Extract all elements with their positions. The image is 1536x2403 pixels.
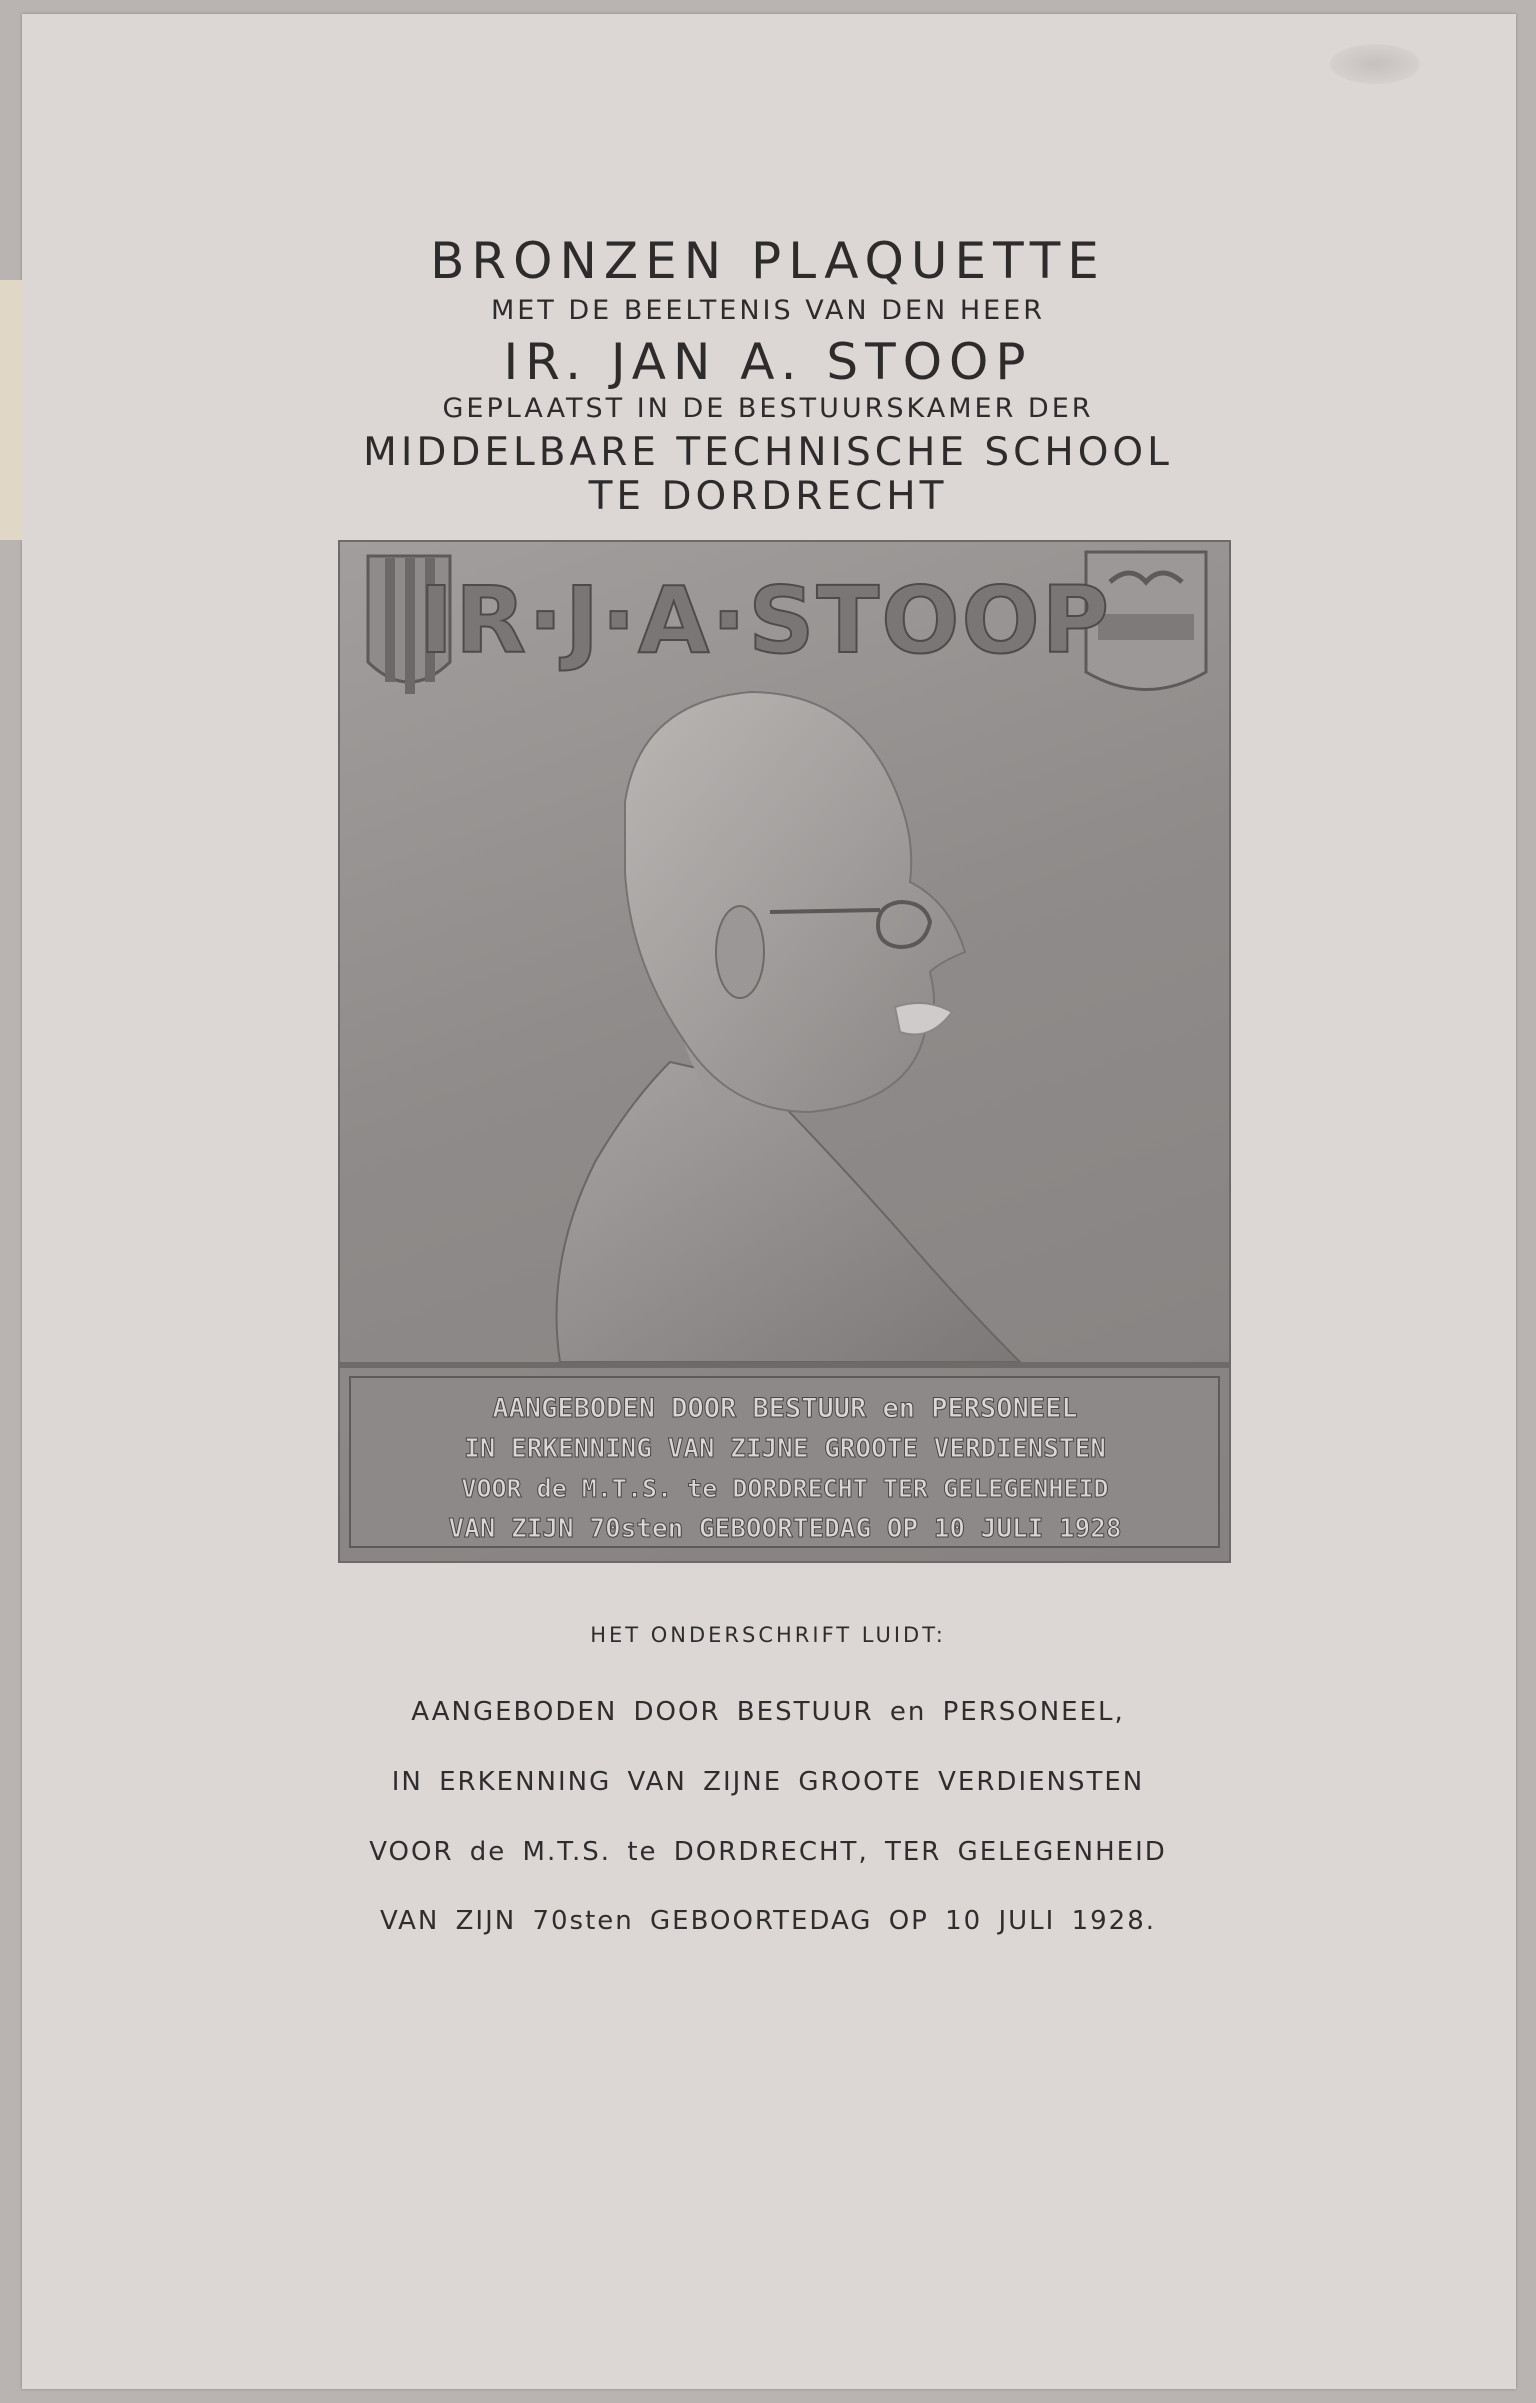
title-bronzen-plaquette: BRONZEN PLAQUETTE: [430, 232, 1106, 290]
title-name: IR. JAN A. STOOP: [503, 333, 1033, 391]
caption-line-2: IN ERKENNING VAN ZIJNE GROOTE VERDIENSTEN: [391, 1767, 1145, 1797]
plaque-inscription-line-3: VOOR de M.T.S. te DORDRECHT TER GELEGENHEID: [461, 1474, 1109, 1503]
plaque-inscription-line-1: AANGEBODEN DOOR BESTUUR en PERSONEEL: [492, 1393, 1078, 1424]
caption-line-1: AANGEBODEN DOOR BESTUUR en PERSONEEL,: [411, 1697, 1125, 1727]
paper-stain: [1330, 44, 1420, 84]
caption-line-4: VAN ZIJN 70sten GEBOORTEDAG OP 10 JULI 1928.: [379, 1906, 1157, 1936]
caption-line-3: VOOR de M.T.S. te DORDRECHT, TER GELEGENHEID: [369, 1837, 1167, 1867]
bronze-plaque-photo: [338, 540, 1231, 1563]
title-city: TE DORDRECHT: [588, 474, 948, 519]
title-school: MIDDELBARE TECHNISCHE SCHOOL: [363, 430, 1173, 475]
plaque-inscription-line-2: IN ERKENNING VAN ZIJNE GROOTE VERDIENSTEN: [464, 1434, 1106, 1464]
subtitle-geplaatst: GEPLAATST IN DE BESTUURSKAMER DER: [442, 393, 1094, 424]
caption-intro: HET ONDERSCHRIFT LUIDT:: [590, 1623, 946, 1647]
plaque-top-inscription: IR·J·A·STOOP: [418, 567, 1112, 674]
subtitle-beeltenis: MET DE BEELTENIS VAN DEN HEER: [490, 295, 1046, 326]
plaque-inscription-line-4: VAN ZIJN 70sten GEBOORTEDAG OP 10 JULI 1928: [448, 1514, 1122, 1544]
plaque-relief: [340, 542, 1229, 1561]
